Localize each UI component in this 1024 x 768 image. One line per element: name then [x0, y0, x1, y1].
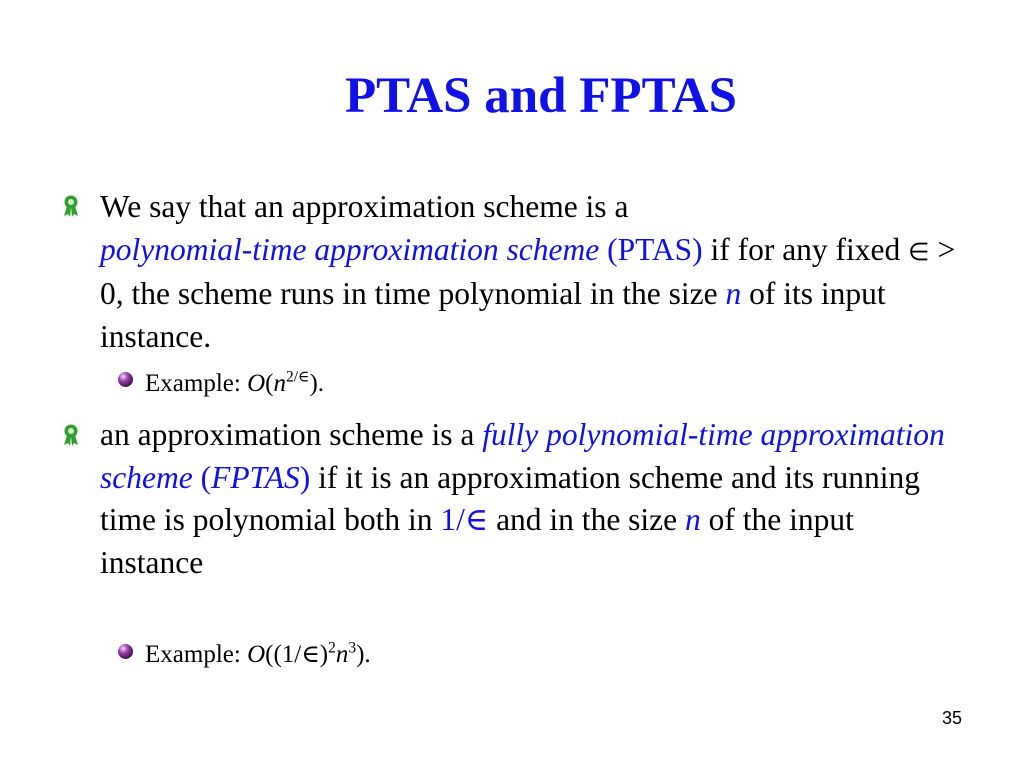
formula-paren: ( — [265, 370, 274, 397]
purple-ball-bullet-icon — [117, 643, 134, 660]
one-over-epsilon: 1/∈ — [440, 502, 489, 537]
exponent: 3 — [348, 639, 357, 657]
bullet-2-segment-plain: of the input instance — [100, 502, 854, 580]
bullet-2-paren: ( — [192, 459, 212, 495]
bullet-1-abbrev-ptas: (PTAS) — [599, 231, 703, 267]
bullet-2-paren: ) — [299, 459, 311, 495]
big-o-symbol: O — [247, 370, 266, 397]
variable-n: n — [685, 502, 701, 537]
sub-bullet-1-example — [145, 369, 845, 399]
formula-paren: ). — [356, 641, 371, 668]
bullet-1-text — [100, 186, 960, 358]
variable-n: n — [725, 276, 742, 311]
bullet-2-term-fptas: fully polynomial-time approximation scheme — [100, 417, 945, 495]
example-label: Example: — [145, 641, 248, 668]
formula-paren: ). — [309, 370, 325, 397]
bullet-2-abbrev-fptas: FPTAS — [211, 459, 300, 495]
big-o-symbol: O — [247, 641, 266, 668]
bullet-1-term-ptas: polynomial-time approximation scheme — [100, 231, 600, 267]
bullet-1-segment-plain: if for any fixed — [702, 231, 909, 267]
bullet-2-segment-plain: an approximation scheme is a — [100, 417, 483, 452]
exponent: 2/∈ — [285, 368, 310, 386]
slide-title: PTAS and FPTAS — [344, 68, 738, 124]
sub-bullet-2-example — [145, 640, 845, 670]
exponent: 2 — [328, 639, 336, 657]
purple-ball-bullet-icon — [117, 371, 134, 388]
variable-n: n — [273, 370, 286, 397]
bullet-1-segment-plain: of its input instance. — [100, 276, 886, 354]
bullet-1-segment-plain: > 0, the scheme runs in time polynomial in the size — [100, 231, 956, 311]
ribbon-bullet-icon — [62, 194, 80, 218]
ribbon-bullet-icon — [62, 423, 80, 447]
example-label: Example: — [145, 370, 248, 397]
bullet-2-segment-plain: and in the size — [488, 502, 686, 537]
epsilon-symbol: ∈ — [908, 236, 930, 266]
page-number: 35 — [941, 708, 962, 728]
bullet-2-segment-plain: if it is an approximation scheme and its running time is polynomial both in — [100, 459, 920, 537]
variable-n: n — [335, 641, 349, 668]
bullet-2-text — [100, 414, 960, 584]
bullet-1-segment-plain: We say that an approximation scheme is a — [100, 189, 629, 224]
formula-paren: ((1/∈) — [265, 641, 329, 668]
